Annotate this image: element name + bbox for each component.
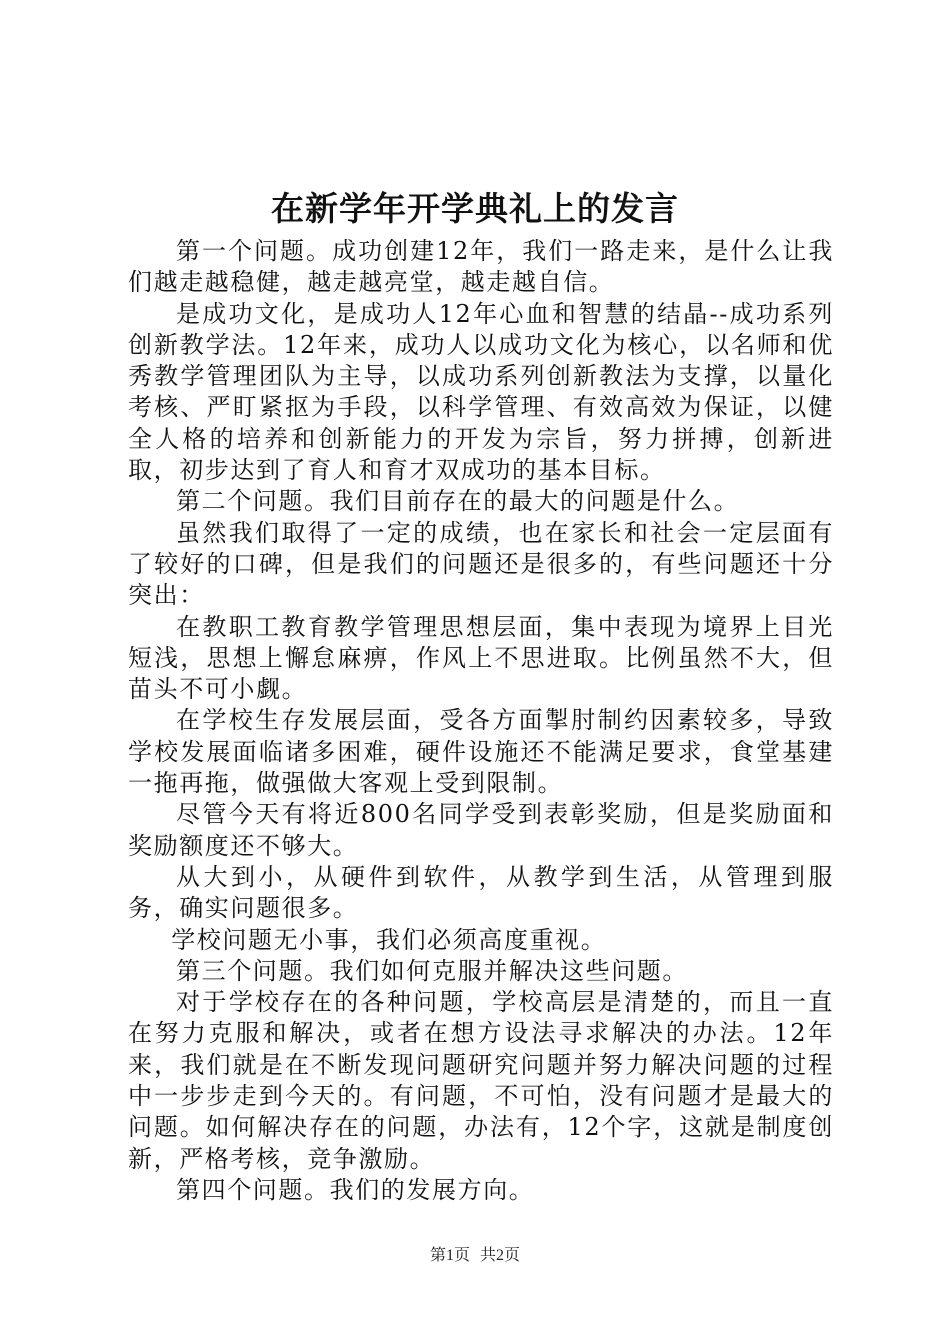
paragraph-11: 对于学校存在的各种问题，学校高层是清楚的，而且一直在努力克服和解决，或者在想方设法寻求解决的办法。12年来，我们就是在不断发现问题研究问题并努力解决问题的过程中一步步走到今天的。有问题，不可怕，没有问题才是最大的问题。如何解决存在的问题，办法有，12个字，这就是制度创新，严格考核，竞争激励。 [128,988,834,1173]
page-number-total: 共2页 [480,1247,521,1264]
paragraph-8: 从大到小，从硬件到软件，从教学到生活，从管理到服务，确实问题很多。 [128,862,834,923]
paragraph-7: 尽管今天有将近800名同学受到表彰奖励，但是奖励面和奖励额度还不够大。 [128,800,834,860]
paragraph-5: 在教职工教育教学管理思想层面，集中表现为境界上目光短浅，思想上懈怠麻痹，作风上不思进取。比例虽然不大，但苗头不可小觑。 [128,612,834,704]
paragraph-6: 在学校生存发展层面，受各方面掣肘制约因素较多，导致学校发展面临诸多困难，硬件设施还不能满足要求，食堂基建一拖再拖，做强做大客观上受到限制。 [128,706,834,798]
paragraph-10: 第三个问题。我们如何克服并解决这些问题。 [176,956,688,985]
page-number-current: 第1页 [429,1247,470,1264]
paragraph-9: 学校问题无小事，我们必须高度重视。 [171,925,607,954]
document-body [128,236,834,1206]
page-footer [0,1245,950,1267]
paragraph-4: 虽然我们取得了一定的成绩，也在家长和社会一定层面有了较好的口碑，但是我们的问题还是很多的，有些问题还十分突出： [128,518,834,610]
paragraph-12: 第四个问题。我们的发展方向。 [176,1175,535,1204]
paragraph-3: 第二个问题。我们目前存在的最大的问题是什么。 [176,487,740,516]
paragraph-2: 是成功文化，是成功人12年心血和智慧的结晶--成功系列创新教学法。12年来，成功人以成功文化为核心，以名师和优秀教学管理团队为主导，以成功系列创新教法为支撑，以量化考核、严盯紧抠为手段，以科学管理、有效高效为保证，以健全人格的培养和创新能力的开发为宗旨，努力拼搏，创新进取，初步达到了育人和育才双成功的基本目标。 [128,299,834,485]
paragraph-1: 第一个问题。成功创建12年，我们一路走来，是什么让我们越走越稳健，越走越亮堂，越走越自信。 [128,237,834,297]
document-title: 在新学年开学典礼上的发言 [271,189,679,228]
